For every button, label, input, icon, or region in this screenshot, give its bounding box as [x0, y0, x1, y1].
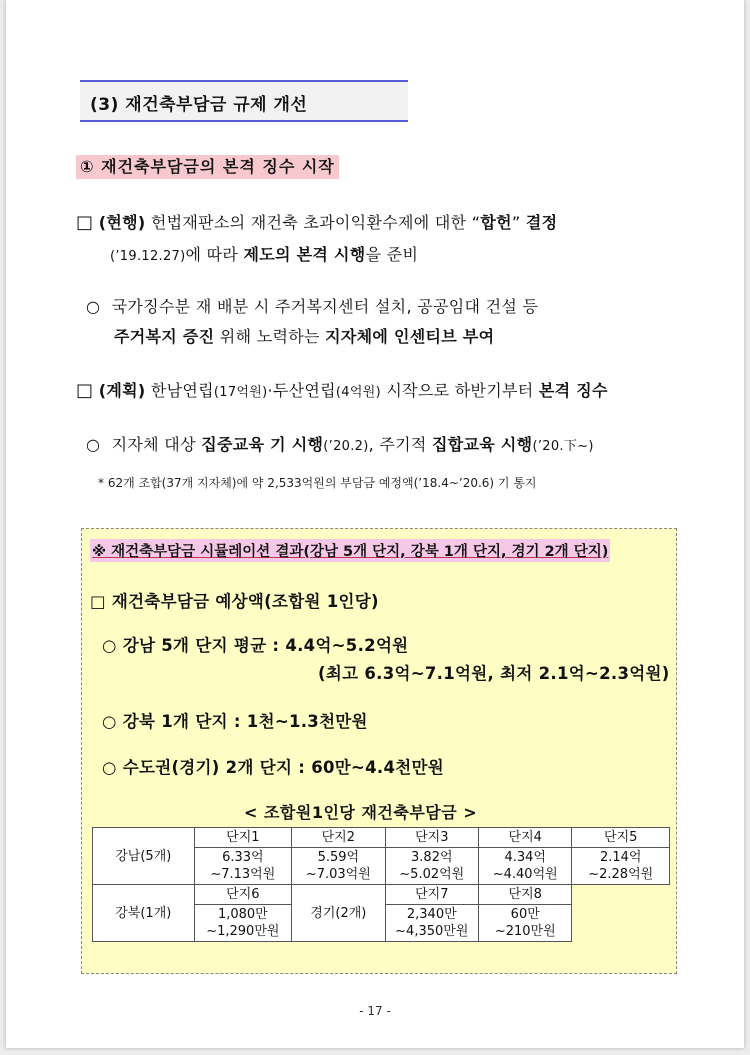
empty-cell [572, 885, 670, 905]
value-cell [479, 848, 572, 885]
header-cell: 단지7 [385, 885, 478, 905]
plan-text-3: 시작으로 하반기부터 [380, 381, 539, 400]
value-line: ~4.40억원 [492, 867, 558, 882]
incentive-line-1 [86, 294, 538, 317]
plan-bold-1: 본격 징수 [538, 381, 608, 400]
incentive-bold-2: 지자체에 인센티브 부여 [325, 327, 495, 346]
value-cell [479, 905, 572, 942]
circle-bullet-icon: ○ [86, 297, 101, 316]
header-cell: 단지6 [194, 885, 292, 905]
training-text-2: , 주기적 [368, 435, 433, 454]
header-cell: 단지5 [572, 828, 670, 848]
section-header [80, 80, 408, 122]
value-cell [385, 905, 478, 942]
value-line: 2,340만 [406, 907, 457, 922]
row-label-gangnam: 강남(5개) [93, 828, 195, 885]
training-bold-2: 집합교육 시행 [432, 435, 533, 454]
current-line-2 [110, 242, 418, 265]
value-line: 4.34억 [504, 850, 546, 865]
gangnam-average: ○ 강남 5개 단지 평균 : 4.4억~5.2억원 [102, 636, 409, 655]
value-cell [385, 848, 478, 885]
header-cell: 단지3 [385, 828, 478, 848]
value-line: ~7.13억원 [210, 867, 276, 882]
current-date: (’19.12.27) [110, 249, 186, 264]
training-small-1: (’20.2) [323, 439, 369, 454]
empty-cell [572, 905, 670, 942]
table-row [93, 828, 670, 848]
value-line: ~1,290만원 [206, 924, 280, 939]
value-line: 3.82억 [411, 850, 453, 865]
current-line-1 [76, 210, 557, 233]
simulation-title: ※ 재건축부담금 시뮬레이션 결과(강남 5개 단지, 강북 1개 단지, 경기 2개 단지) [90, 539, 610, 562]
table-row [93, 885, 670, 905]
plan-text-2: ·두산연립 [267, 381, 336, 400]
training-line [86, 432, 594, 455]
value-line: ~2.28억원 [588, 867, 654, 882]
value-cell [194, 905, 292, 942]
row-label-gyeonggi: 경기(2개) [292, 885, 385, 942]
value-line: 2.14억 [599, 850, 642, 865]
plan-small-2: (4억원) [335, 385, 381, 400]
current-bold-3: 제도의 본격 시행 [243, 245, 366, 264]
row-label-gangbuk: 강북(1개) [93, 885, 195, 942]
value-cell [194, 848, 292, 885]
value-line: ~4,350만원 [395, 924, 469, 939]
header-cell: 단지2 [292, 828, 385, 848]
header-cell: 단지8 [479, 885, 572, 905]
incentive-text-2: 위해 노력하는 [214, 327, 326, 346]
value-line: ~5.02억원 [399, 867, 465, 882]
table-caption: < 조합원1인당 재건축부담금 > [244, 803, 478, 822]
plan-text-1: 한남연립 [145, 381, 214, 400]
plan-tag: (계획) [98, 381, 146, 400]
page-number: - 17 - [359, 1004, 391, 1018]
current-bold-1: 합헌 [480, 213, 512, 232]
checkbox-square-icon: □ [76, 212, 94, 233]
capital-amount: ○ 수도권(경기) 2개 단지 : 60만~4.4천만원 [102, 758, 444, 777]
training-text-1: 지자체 대상 [111, 435, 202, 454]
value-line: 6.33억 [222, 850, 264, 865]
subsection-heading: ① 재건축부담금의 본격 징수 시작 [76, 155, 339, 179]
section-title: (3) 재건축부담금 규제 개선 [90, 95, 308, 115]
circle-bullet-icon: ○ [86, 435, 101, 454]
value-cell [292, 848, 385, 885]
checkbox-square-icon: □ [76, 380, 94, 401]
training-bold-1: 집중교육 기 시행 [201, 435, 324, 454]
current-text-2: ” [511, 213, 526, 232]
header-cell: 단지1 [194, 828, 292, 848]
incentive-bold-1: 주거복지 증진 [114, 327, 215, 346]
value-line: ~210만원 [494, 924, 556, 939]
current-text-1: 헌법재판소의 재건축 초과이익환수제에 대한 “ [145, 213, 481, 232]
plan-line [76, 378, 608, 401]
burden-table [92, 827, 670, 942]
current-text-4: 을 준비 [365, 245, 419, 264]
document-page [6, 0, 744, 1048]
value-cell [572, 848, 670, 885]
gangbuk-amount: ○ 강북 1개 단지 : 1천~1.3천만원 [102, 712, 368, 731]
current-text-3: 에 따라 [185, 245, 244, 264]
expected-amount-heading: □ 재건축부담금 예상액(조합원 1인당) [90, 592, 379, 611]
value-line: 60만 [510, 907, 540, 922]
current-bold-2: 결정 [525, 213, 558, 232]
training-small-2: (’20.下~) [532, 439, 594, 454]
incentive-text-1: 국가징수분 재 배분 시 주거복지센터 설치, 공공임대 건설 등 [111, 297, 539, 316]
header-cell: 단지4 [479, 828, 572, 848]
current-tag: (현행) [98, 213, 146, 232]
value-line: ~7.03억원 [305, 867, 371, 882]
footnote: * 62개 조합(37개 지자체)에 약 2,533억원의 부담금 예정액(’18.4~’20.6) 기 통지 [98, 476, 537, 490]
value-line: 1,080만 [217, 907, 268, 922]
value-line: 5.59억 [317, 850, 360, 865]
gangnam-range: (최고 6.3억~7.1억원, 최저 2.1억~2.3억원) [318, 664, 670, 683]
plan-small-1: (17억원) [213, 385, 268, 400]
incentive-line-2 [114, 324, 494, 347]
